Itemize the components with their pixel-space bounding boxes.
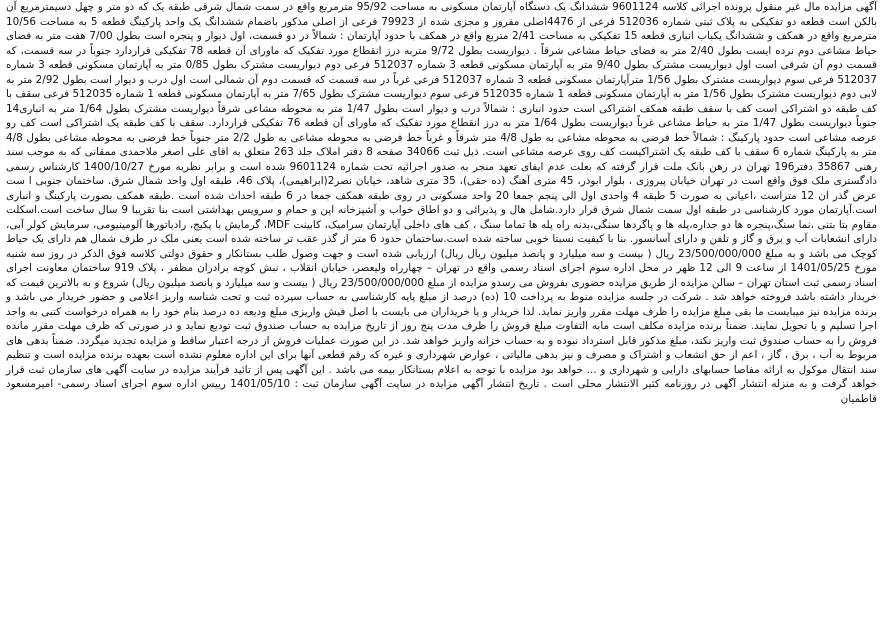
auction-notice-text: آگهی مزایده مال غیر منقول پرونده اجرائی کلاسه 9601124 ششدانگ یک دستگاه آپارتمان مسکونی به مساحت 95/92 مترمربع واقع در سمت شمال شرقی طبقه یک که دو متر و چهل دسیمترمربع آن بالکن است قطعه دو تفکیکی به پلاک ثبتی شماره 512036 فرعی از 4476اصلی مفروز و مجزی شده از 79923 فرعی از اصلی مذکور باضمام ششدانگ یک واحد پارکینگ قطعه 5 به مساحت 10/56 مترمربع واقع در همکف و ششدانگ یکباب انباری قطعه 15 تفکیکی به مساحت 2/41 متربع واقع در همکف با حدود آپارتمان : شمالاً در دو قسمت، اول دیوار و پنجره است بطول 7/00 هفت متر به فضای حیاط مشاعی دوم نرده ایست بطول 2/40 متر به فضای حیاط مشاعی شرقاً . دیواریست بطول 9/72 متربه درز انقطاع مورد تفکیک که ماورای آن قطعه 78 تفکیکی قراردارد جنوباً در سه قسمت، که قسمت دوم آن شرقی است اول دیواریست مشترک بطول 9/40 متر به آپارتمان مسکونی قطعه 3 شماره 512037 فرعی دوم دیواریست مشترک بطول 0/85 متر به آپارتمان مسکونی قطعه 3 شماره 512037 فرعی سوم دیواریست مشترک بطول 1/56 مترآپارتمان مسکونی قطعه 3 شماره 512037 فرعی غرباً در سه قسمت که قسمت دوم آن شمالی است اول درب و دیوار است بطول 2/92 متر به لابی دوم دیواریست مشترک بطول 1/56 متر به آپارتمان مسکونی قطعه 1 شماره 512035 فرعی سوم دیواریست مشترک بطول 7/65 متر به آپارتمان مسکونی قطعه 1 شماره 512035 فرعی سقف با کف طبقه دو اشتراکی است کف با سقف طبقه همکف اشتراکی است حدود انباری : شمالاً درب و دیوار است بطول 1/47 متر به محوطه مشاعی شرقاً دیواریست مشترک بطول 1/64 متر به انباری14 جنوباً دیواریست بطول 1/47 متر به حیاط مشاعی غرباً دیواریست بطول 1/64 متر به درز انقطاع مورد تفکیک که ماورای آن قطعه 76 تفکیکی قراردارد. سقف با کف طبقه یک اشتراکی است کف رو عرصه مشاعی است حدود پارکینگ : شمالاً خط فرضی به محوطه مشاعی به طول 4/8 متر شرقاً و غرباً خط فرضی به محوطه مشاعی به طول 2/2 متر جنوباً خط فرضی به محوطه مشاعی بطول 4/8 متر به پارکینگ شماره 6 سقف با کف طبقه یک اشتراکیست کف روی عرصه مشاعی است. ذیل ثبت 34066 صفحه 8 دفتر املاک جلد 263 متعلق به اقای علی اصغر ملاحمدی ممقانی که به موجب سند رهنی 35867 دفتر196 تهران در رهن بانک ملت قرار گرفته که بعلت عدم ایفای تعهد منجر به صدور اجرائیه تحت شماره 9601124 شده است و برابر نظریه مورخ 1400/10/27 کارشناس رسمی دادگستری ملک فوق واقع است در تهران خیابان پیروزی ، بلوار ابوذر، 45 متری آهنگ (ده حقی)، 35 متری شاهد، خیابان نصر2(ابراهیمی)، پلاک 46، طبقه اول واحد شمال شرق. ساختمان جنوبی ا ست عرض گذر ان 12 متراست ،اعیانی به صورت 5 طبقه 4 واحدی اول الی پنجم جمعا 20 واحد مسکونی در روی طبقه همکف جمعا در 6 طبقه احداث شده است .طبقه همکف بصورت پارکینگ و انباری است.آپارتمان مورد کارشناسی در طبقه اول سمت شمال شرق قرار دارد.شامل هال و پذیرائی و دو اطاق خواب و آشپزخانه اپن و حمام و سرویس بهداشتی است بنا تقریبا 9 سال ساخت است.اسکلت مقاوم بتا بتنی ،نما سنگ،پنجره ها دو جداره،پله ها و پاگردها سنگی،بدنه راه پله ها تماما سنگ ، کف های داخلی آپارتمان سرامیک، کابینت MDF، گرمایش با پکیج، رادیاتورها آلومینیومی، سرمایش کولر آبی، دارای انشعابات آب و برق و گاز و تلفن و دارای آسانسور. بنا با کیفیت نسبتا خوبی ساخته شده است.ساختمان حدود 6 متر از گذر عقب تر ساخته شده است یعنی ملک در طرف شمال هم دارای یک حیاط کوچک می باشد و به مبلغ 23/500/000/000 ریال ( بیست و سه میلیارد و پانصد میلیون ریال ریال) ارزیابی شده است و جهت وصول طلب بستانکار و حقوق دولتی کلاسه فوق الذکر در روز سه شنبه مورخ 1401/05/25 از ساعت 9 الی 12 ظهر در محل اداره سوم اجرای اسناد رسمی واقع در تهران – چهارراه ولیعصر، خیابان انقلاب ، نبش کوچه برادران مظفر ، پلاک 919 ساختمان معاونت اجرای اسناد رسمی ثبت استان تهران – سالن مزایده از طریق مزایده حضوری بفروش می رسدو مزایده از مبلغ 23/500/000/000 ریال ( بیست و سه میلیارد و پانصد میلیون ریال) شروع و به بالاترین قیمت که خریدار داشته باشد فروخته خواهد شد . شرکت در جلسه مزایده منوط به پرداخت 10 (ده) درصد از مبلغ پایه کارشناسی به حساب سپرده ثبت و تحت شناسه واریز اعلامی و حضور خریدار می باشد و برنده مزایده نیز میبایست ما بقی مبلغ مزایده را ظرف مهلت مقرر واریز نماید. لذا خریدار و یا خریداران می بایست با اصل فیش واریزی مبلغ ودیعه ده درصد بنام خود را به همراه درخواست کتبی به واحد اجرا تسلیم و یا تحویل نمایند. ضمناً برنده مزایده مکلف است مابه التفاوت مبلغ فروش را ظرف مدت پنج روز از تاریخ مزایده به حساب صندوق ثبت تودیع نماید و در صورتی که ظرف مهلت مقرر مانده فروش را به حساب صندوق ثبت واریز نکند، مبلغ مذکور قابل استرداد نبوده و به حساب خزانه واریز خواهد شد. در این صورت عملیات فروش از درجه اعتبار ساقط و مزایده تجدید میگردد. ضمناً بدهی های مربوط به آب ، برق ، گاز ، اعم از حق انشعاب و اشتراک و مصرف و نیز بدهی مالیاتی ، عوارض شهرداری و غیره که رقم قطعی آنها برای این اداره معلوم نشده است بعهده برنده مزایده است و تنظیم سند انتقال موکول به ارائه مفاصا حسابهای دارایی و شهرداری و ... خواهد بود مزایده با توجه به اعلام بستانکار بیمه می باشد . این آگهی پس از تائید فرآیند مزایده در سایت آگهی های سازمان ثبت قرار خواهد گرفت و به منزله انتشار آگهی در روزنامه کثیر الانتشار محلی است . تاریخ انتشار آگهی مزایده در سایت آگهی سازمان ثبت : 1401/05/10 رییس اداره سوم اجرای اسناد رسمی- امیرمسعود قاطمیان (6, 1, 878, 405)
